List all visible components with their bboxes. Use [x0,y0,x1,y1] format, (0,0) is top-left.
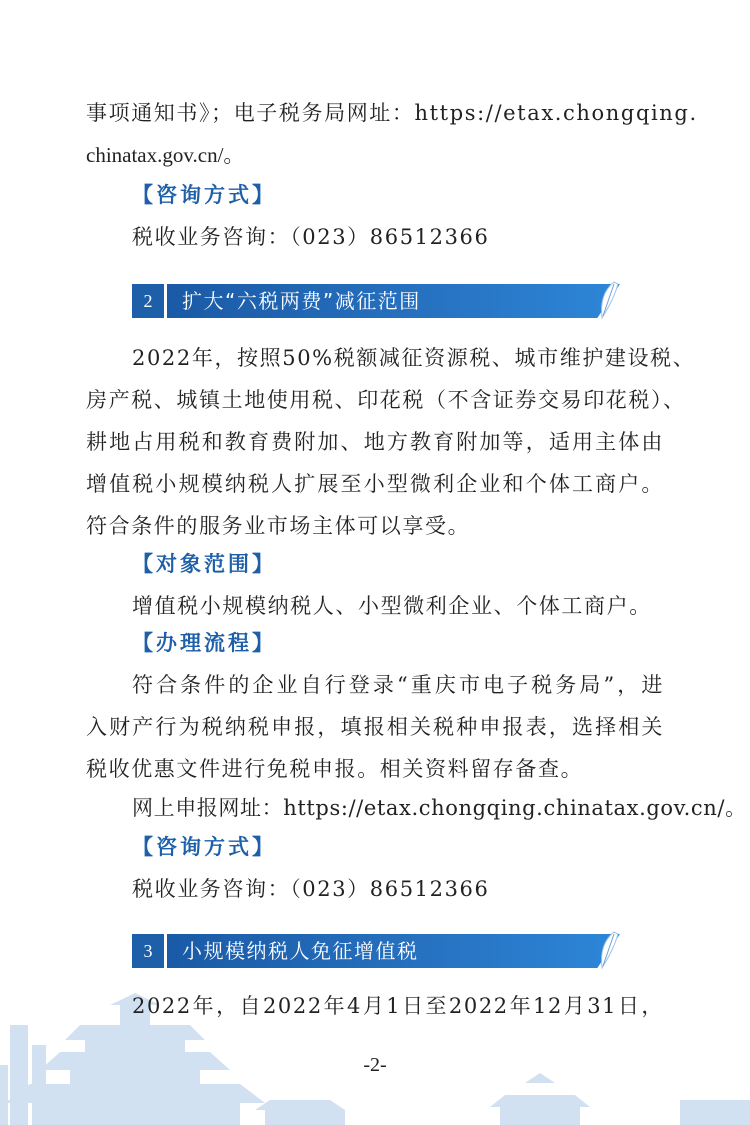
section-heading-scope: 【对象范围】 [132,552,276,576]
paragraph-line: 耕地占用税和教育费附加、地方教育附加等，适用主体由 [86,430,664,454]
paragraph-line: 2022年，自2022年4月1日至2022年12月31日， [132,994,664,1018]
paragraph-line: 房产税、城镇土地使用税、印花税（不含证券交易印花税）、 [86,388,686,412]
section-number: 3 [132,934,164,968]
body-line: chinatax.gov.cn/。 [86,143,245,167]
feather-icon [594,280,620,320]
section-banner-2 [132,284,620,318]
online-url-text: 网上申报网址：https://etax.chongqing.chinatax.gov.cn/。 [132,796,747,820]
section-title: 小规模纳税人免征增值税 [182,939,419,963]
section-heading-consult: 【咨询方式】 [132,183,276,207]
paragraph-line: 税收优惠文件进行免税申报。相关资料留存备查。 [86,757,584,781]
paragraph-line: 符合条件的服务业市场主体可以享受。 [86,514,471,538]
section-heading-process: 【办理流程】 [132,631,276,655]
paragraph-line: 2022年，按照50%税额减征资源税、城市维护建设税、 [132,346,696,370]
paragraph-line: 增值税小规模纳税人扩展至小型微利企业和个体工商户。 [86,472,664,496]
paragraph-line: 入财产行为税纳税申报，填报相关税种申报表，选择相关 [86,715,664,739]
section-number: 2 [132,284,164,318]
consult-text: 税收业务咨询：（023）86512366 [132,877,490,901]
page-number: -2- [363,1054,387,1076]
paragraph-line: 符合条件的企业自行登录“重庆市电子税务局”，进 [132,673,664,697]
body-line: 事项通知书》；电子税务局网址：https://etax.chongqing. [86,101,698,125]
section-heading-consult: 【咨询方式】 [132,835,276,859]
section-title: 扩大“六税两费”减征范围 [182,289,421,313]
scope-text: 增值税小规模纳税人、小型微利企业、个体工商户。 [132,594,652,618]
feather-icon [594,930,620,970]
section-banner-3 [132,934,620,968]
consult-text: 税收业务咨询：（023）86512366 [132,225,490,249]
